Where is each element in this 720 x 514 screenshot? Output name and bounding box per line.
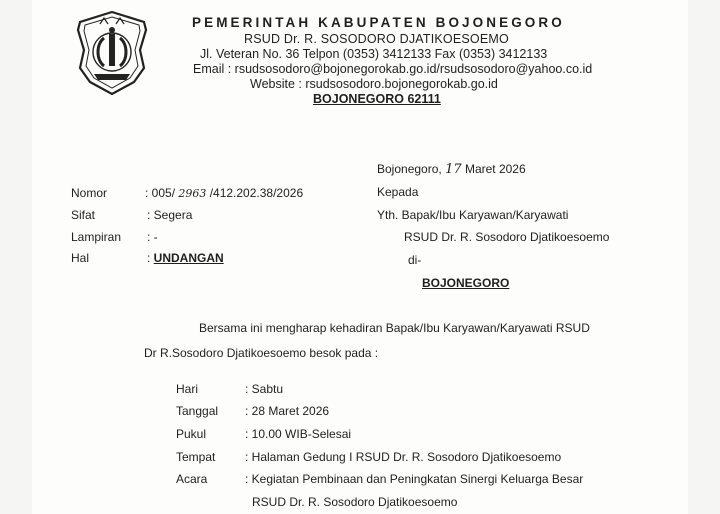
nomor-suffix: /412.202.38/2026 (206, 186, 304, 200)
letter-date (377, 163, 526, 176)
date-day-handwritten: 17 (445, 162, 462, 177)
recipient-di: di- (408, 253, 422, 267)
hal-value (147, 252, 224, 264)
nomor-value (145, 187, 303, 199)
sifat-label: Sifat (71, 208, 96, 222)
hari-label: Hari (176, 382, 199, 396)
tempat-label: Tempat (176, 450, 216, 464)
letterhead-address: Jl. Veteran No. 36 Telpon (0353) 3412133 Fax (0353) 3412133 (200, 47, 548, 61)
pukul-value: : 10.00 WIB-Selesai (245, 427, 352, 441)
background-left (0, 0, 32, 514)
letterhead-government: PEMERINTAH KABUPATEN BOJONEGORO (192, 15, 565, 30)
tanggal-label: Tanggal (176, 404, 219, 418)
recipient-kepada: Kepada (377, 185, 419, 199)
background-right (688, 0, 720, 514)
sifat-value: : Segera (147, 208, 193, 222)
tanggal-value: : 28 Maret 2026 (245, 404, 330, 418)
lampiran-value: : - (147, 230, 158, 244)
letterhead-city-postcode: BOJONEGORO 62111 (313, 92, 441, 106)
nomor-prefix: : 005/ (145, 186, 179, 200)
recipient-yth: Yth. Bapak/Ibu Karyawan/Karyawati (377, 208, 569, 222)
letterhead-website: Website : rsudsosodoro.bojonegorokab.go.id (250, 77, 498, 91)
hal-colon: : (147, 251, 154, 265)
nomor-label: Nomor (71, 186, 108, 200)
letter-page (32, 0, 688, 514)
body-line-2: Dr R.Sosodoro Djatikoesoemo besok pada : (144, 346, 379, 360)
recipient-org: RSUD Dr. R. Sosodoro Djatikoesoemo (404, 230, 610, 244)
recipient-city: BOJONEGORO (422, 276, 510, 290)
hal-label: Hal (71, 251, 90, 265)
date-rest: Maret 2026 (461, 162, 526, 176)
hal-subject: UNDANGAN (153, 251, 224, 265)
bojonegoro-emblem-logo (74, 10, 150, 96)
lampiran-label: Lampiran (71, 230, 122, 244)
letterhead-hospital: RSUD Dr. R. SOSODORO DJATIKOESOEMO (244, 32, 509, 46)
letterhead-email: Email : rsudsosodoro@bojonegorokab.go.id/rsudsosodoro@yahoo.co.id (193, 62, 593, 76)
acara-value: : Kegiatan Pembinaan dan Peningkatan Sinergi Keluarga Besar (245, 472, 584, 486)
hari-value: : Sabtu (245, 382, 284, 396)
pukul-label: Pukul (176, 427, 207, 441)
tempat-value: : Halaman Gedung I RSUD Dr. R. Sosodoro Djatikoesoemo (245, 450, 562, 464)
date-prefix: Bojonegoro, (377, 162, 446, 176)
body-line-1: Bersama ini mengharap kehadiran Bapak/Ibu Karyawan/Karyawati RSUD (199, 321, 590, 335)
nomor-handwritten: 2963 (178, 187, 207, 200)
acara-label: Acara (176, 472, 208, 486)
acara-value-line-2: RSUD Dr. R. Sosodoro Djatikoesoemo (252, 495, 458, 509)
